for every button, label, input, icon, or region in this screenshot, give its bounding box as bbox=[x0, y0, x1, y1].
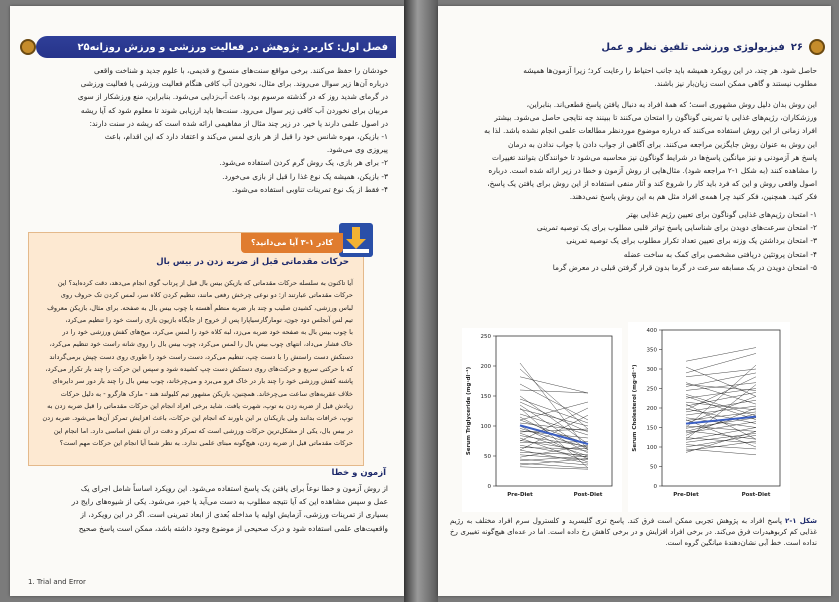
box-text-line: حرکات مقدماتی قبل از ضربه زدن، هیچ‌گونه مبنای علمی ندارد. به نظر شما آیا انجام این حرکات مهم است؟ bbox=[59, 438, 353, 447]
text-line: بسیاری از تمرینات ورزشی، آزمایش اولیه یا مداخله بُعدی از ابعاد تمرینی است. اگر در این رویکرد، از bbox=[80, 510, 388, 520]
left-page bbox=[10, 6, 404, 596]
y-tick-label: 100 bbox=[480, 424, 491, 430]
subject-line bbox=[686, 373, 756, 387]
text-line: این روش به عنوان روش جایگزین مراجعه می‌کنند. برای آگاهی از جواب دادن یا جواب ندادن به درمان bbox=[507, 139, 817, 149]
subject-line bbox=[686, 348, 756, 362]
university-seal-icon bbox=[20, 39, 36, 55]
text-line: مربیان برای نخوردن آب کافی زیر سوال می‌رود. سنت‌ها باید ارزیابی شوند تا معلوم شود که آیا ریشه bbox=[80, 105, 388, 115]
y-tick-label: 0 bbox=[653, 484, 657, 490]
book-gutter bbox=[404, 0, 438, 602]
text-line: حاصل شود. هر چند، در این رویکرد همیشه باید جانب احتیاط را رعایت کرد؛ زیرا آزمون‌ها همیشه bbox=[523, 66, 817, 75]
subject-line bbox=[686, 438, 756, 443]
text-line: ورزشکاران، رژیم‌های غذایی یا تمرینی گوناگون را امتحان می‌کنند تا ببینند چه نتایجی حاصل می‌شود. بیشتر bbox=[494, 113, 817, 123]
subject-line bbox=[686, 420, 756, 447]
box-text-line: زیادش قبل از ضربه زدن به توپ، شهرت یافت. شاید برخی افراد انجام این حرکات مقدماتی را قبل ضربه زدن به bbox=[47, 401, 353, 410]
intro-paragraph bbox=[24, 64, 388, 196]
cholesterol-chart bbox=[628, 322, 790, 512]
box-text-line: با چوب بیس بال به صفحه خود ضربه می‌زد، لبه کلاه خود را لمس می‌کرد، میخ‌های کفش ورزشی خود را در bbox=[62, 328, 353, 337]
text-line: در گرمای شدید روز که در گذشته مرسوم بود، باعث آب‌زدایی می‌شود. بنابراین، منع ورزشکار از سوی bbox=[77, 92, 388, 102]
y-tick-label: 200 bbox=[480, 364, 491, 370]
list-item: ۵- امتحان دویدن در یک مسابقه سرعت در گرما بدون قرار گرفتن قبلی در معرض گرما bbox=[552, 262, 817, 272]
subject-line bbox=[686, 392, 756, 406]
text-line: درباره آن‌ها زیر سوال می‌روند. برای مثال، نخوردن آب کافی هنگام فعالیت ورزشی یا فعالیت ورزشی bbox=[80, 79, 388, 89]
figure-caption bbox=[450, 516, 817, 549]
text-line: فکر کنید. همچنین، فکر کنید چرا همه‌ی افراد مثل هم به این روش پاسخ نمی‌دهند. bbox=[569, 192, 817, 202]
y-tick-label: 350 bbox=[646, 347, 657, 354]
text-line: ۱- بازیکن، مهره شانس خود را قبل از هر بازی لمس می‌کند و اعتقاد دارد که این اقدام، باعث bbox=[104, 132, 388, 142]
y-tick-label: 150 bbox=[480, 394, 491, 400]
x-tick-label: Pre-Diet bbox=[673, 492, 699, 498]
university-seal-icon bbox=[809, 39, 825, 55]
y-axis-label: Serum Triglyceride (mg·dl⁻¹) bbox=[466, 366, 472, 456]
list-item: ۴- امتحان پروتئین دریافتی مشخصی برای کمک به ساخت عضله bbox=[623, 249, 817, 259]
text-line: این روش بدان دلیل روش مشهوری است؛ که همهٔ افراد به دنبال یافتن پاسخ قطعی‌اند. بنابراین، bbox=[526, 100, 817, 109]
y-tick-label: 200 bbox=[646, 406, 657, 412]
list-item: ۳- امتحان برداشتن یک وزنه برای تعیین تعداد تکرار مطلوب برای یک توصیه تمرینی bbox=[566, 236, 817, 246]
triglyceride-chart bbox=[462, 328, 622, 512]
box-text-line: حرکات مقدماتی عبارتند از: دو نوعی چرخش رفعی مانند، تنظیم کردن کلاه سر، لمس کردن تک حروف روی bbox=[60, 291, 353, 300]
y-tick-label: 100 bbox=[646, 445, 657, 451]
text-line: خودشان را حفظ می‌کنند. برخی مواقع سنت‌های منسوخ و قدیمی، با علوم جدید و شناخت واقعی bbox=[94, 66, 388, 75]
text-line: پاسخ هر آزمودنی و نیز میانگین پاسخ‌ها در شرایط گوناگون نیز محاسبه می‌شود تا خوانندگان بتوانند تغییرات bbox=[492, 152, 817, 162]
subject-line bbox=[520, 408, 588, 441]
box-text-line: توپ، خرافات بدانند ولی بازیکنان بر این باورند که انجام این حرکات، باعث افزایش تمرکز آن‌ها می‌شود. ضربه زدن bbox=[42, 414, 353, 423]
box-text-line: خلاف عقربه‌های ساعت می‌چرخاند. همچنین، بازیکن مشهور تیم کلیولند هند - مارک هارگرو - به دلیل حرکات bbox=[60, 389, 353, 398]
text-line: مطلوب نیستند و گاهی ممکن است زیان‌بار نیز باشند. bbox=[654, 79, 817, 89]
box-subtitle: حرکات مقدماتی قبل از ضربه زدن در بیس بال bbox=[156, 257, 349, 267]
text-line: اصول واقعی روش و این که فرد باید کار را شروع کند و آثار منفی استفاده از این روش برای یافتن یک پاسخ، bbox=[487, 179, 817, 189]
y-tick-label: 50 bbox=[650, 464, 657, 471]
main-paragraph bbox=[450, 98, 817, 204]
text-line: ۴- فقط از یک نوع تمرینات تناوبی استفاده می‌شود. bbox=[232, 184, 388, 194]
box-label: کادر ۱-۳ آیا می‌دانید؟ bbox=[241, 233, 343, 253]
subject-line bbox=[686, 385, 756, 391]
list-item: ۲- امتحان سرعت‌های دویدن برای شناسایی پاسخ تواتر قلبی مطلوب برای یک توصیه تمرینی bbox=[536, 223, 817, 233]
subject-line bbox=[520, 429, 588, 432]
y-tick-label: 250 bbox=[646, 386, 657, 393]
subject-line bbox=[686, 383, 756, 391]
running-header bbox=[36, 36, 396, 58]
text-line: در اصول علمی دارند یا خیر. در زیر چند مثال از مفاهیمی ارائه شده است که ریشه در سنت دارند: bbox=[89, 118, 388, 128]
text-line: عمل و سپس مشاهده این که آیا نتیجه مطلوب به دست می‌آید یا خیر، می‌شود. یکی از شیوه‌های رایج در bbox=[71, 497, 388, 507]
running-header bbox=[448, 36, 811, 58]
text-line: ۲- برای هر بازی، یک روش گرم کردن استفاده می‌شود. bbox=[219, 158, 388, 168]
download-arrow-icon bbox=[339, 223, 373, 257]
y-tick-label: 50 bbox=[484, 454, 491, 460]
right-page bbox=[438, 6, 831, 596]
x-tick-label: Post-Diet bbox=[741, 492, 771, 498]
subject-line bbox=[520, 402, 588, 420]
subject-line bbox=[686, 449, 756, 455]
box-text-line: تیم لس آنجلس دود جون، نومارگارسیاپارا پس از خروج از جایگاه بازیون بازی راست خود را تنظیم می‌کرد، bbox=[65, 315, 353, 324]
y-tick-label: 300 bbox=[646, 367, 657, 373]
y-tick-label: 250 bbox=[480, 334, 491, 340]
section-paragraph bbox=[24, 482, 388, 535]
text-line: ۳- بازیکن، همیشه یک نوع غذا را قبل از بازی می‌خورد. bbox=[222, 171, 388, 181]
header-title: فصل اول: کاربرد پژوهش در فعالیت ورزشی و ورزش روزانه bbox=[89, 41, 388, 53]
text-line: پیروزی وی می‌شود. bbox=[326, 145, 388, 155]
box-text-line: خاک فشار می‌داد، انتهای چوب بیس بال را لمس می‌کرد، چوب بیس بال را روی شانه راست خود تنظیم می‌کرد، bbox=[49, 340, 353, 349]
x-tick-label: Pre-Diet bbox=[507, 492, 533, 498]
y-axis-label: Serum Cholesterol (mg·dl⁻¹) bbox=[632, 364, 638, 452]
box-text-line: که با حرکتی سریع و حرکت‌های روی دستکش دست چپ کشیده شود و سپس این حرکت را چند بار تکرار می‌کرد، bbox=[45, 365, 353, 374]
y-tick-label: 150 bbox=[646, 425, 657, 432]
box-text-line: دستکش دست راستش را با دست چپ، تنظیم می‌کرد، دست راست خود را طوری روی دست چپش برمی‌گرداند bbox=[49, 352, 353, 361]
caption-label: شکل ۱-۲ bbox=[785, 517, 818, 525]
page-number: ۲۵ bbox=[77, 41, 90, 53]
footnote: 1. Trial and Error bbox=[28, 578, 86, 586]
subject-line bbox=[520, 384, 588, 420]
caption-text: پاسخ افراد به پژوهش تجربی ممکن است فرق کند. پاسخ تری گلیسرید و کلسترول سرم افراد مختلف به رژیم غذایی کم کربوهیدرات فرق می‌کند. در برخی افراد افزایش و در برخی کاهش رخ داده است. اما در عده‌ای هیچ‌گونه تغییری رخ نداده است. خط آبی نشان‌دهندهٔ میانگین گروه است. bbox=[450, 517, 817, 547]
box-text-line: آیا تاکنون به سلسله حرکات مقدماتی که بازیکن بیس بال قبل از پرتاب گوی انجام می‌دهد، دقت کرده‌اید؟ این bbox=[57, 279, 353, 287]
list-item: ۱- امتحان رژیم‌های غذایی گوناگون برای تعیین رژیم غذایی بهتر bbox=[626, 210, 817, 219]
section-title: آزمون و خطا bbox=[331, 468, 386, 478]
box-text-line: در بیس بال، یکی از مشکل‌ترین حرکات ورزشی است که تمرکز و دقت در آن نقش اساسی دارد. اما انجام این bbox=[53, 426, 353, 435]
did-you-know-box bbox=[28, 232, 364, 466]
y-tick-label: 400 bbox=[646, 328, 657, 334]
box-text-line: پاشنه کفش ورزشی خود را چند بار در خاک فرو می‌برد و می‌چرخاند، چوب بیس بال را چند بار دور سر دایره‌ای bbox=[52, 377, 353, 386]
subject-line bbox=[686, 431, 756, 452]
header-title: فیزیولوژی ورزشی تلفیق نظر و عمل bbox=[601, 41, 785, 53]
y-tick-label: 0 bbox=[487, 484, 491, 490]
box-text-line: لباس ورزشی، کشیدن صلیب و چند بار ضربه منظم آهسته با چوب بیس بال به صفحه. برای مثال، بازیکن معروف bbox=[47, 303, 353, 312]
x-tick-label: Post-Diet bbox=[573, 492, 603, 498]
text-line: افراد زمانی از این روش استفاده می‌کنند که درباره موضوع موردنظر مطالعات علمی انجام نشده باشد. لذا به bbox=[484, 126, 817, 136]
numbered-list bbox=[450, 208, 817, 274]
page-number: ۲۶ bbox=[790, 41, 803, 53]
text-line: واقعیت‌های علمی استفاده شود و درک صحیحی از موضوع وجود داشته باشد، ممکن است پاسخ صحیح bbox=[78, 523, 388, 533]
text-line: را مشاهده کنند (به شکل ۱-۲ مراجعه شود). مثال‌هایی از روش آزمون و خطا در زیر ارائه شده است. درباره bbox=[488, 166, 817, 176]
text-line: از روش آزمون و خطا نوعاً برای یافتن یک پاسخ استفاده می‌شود. این رویکرد اساساً شامل اجرای یک bbox=[80, 484, 388, 493]
subject-line bbox=[686, 406, 756, 415]
box-body bbox=[39, 277, 353, 449]
top-paragraph bbox=[450, 64, 817, 90]
